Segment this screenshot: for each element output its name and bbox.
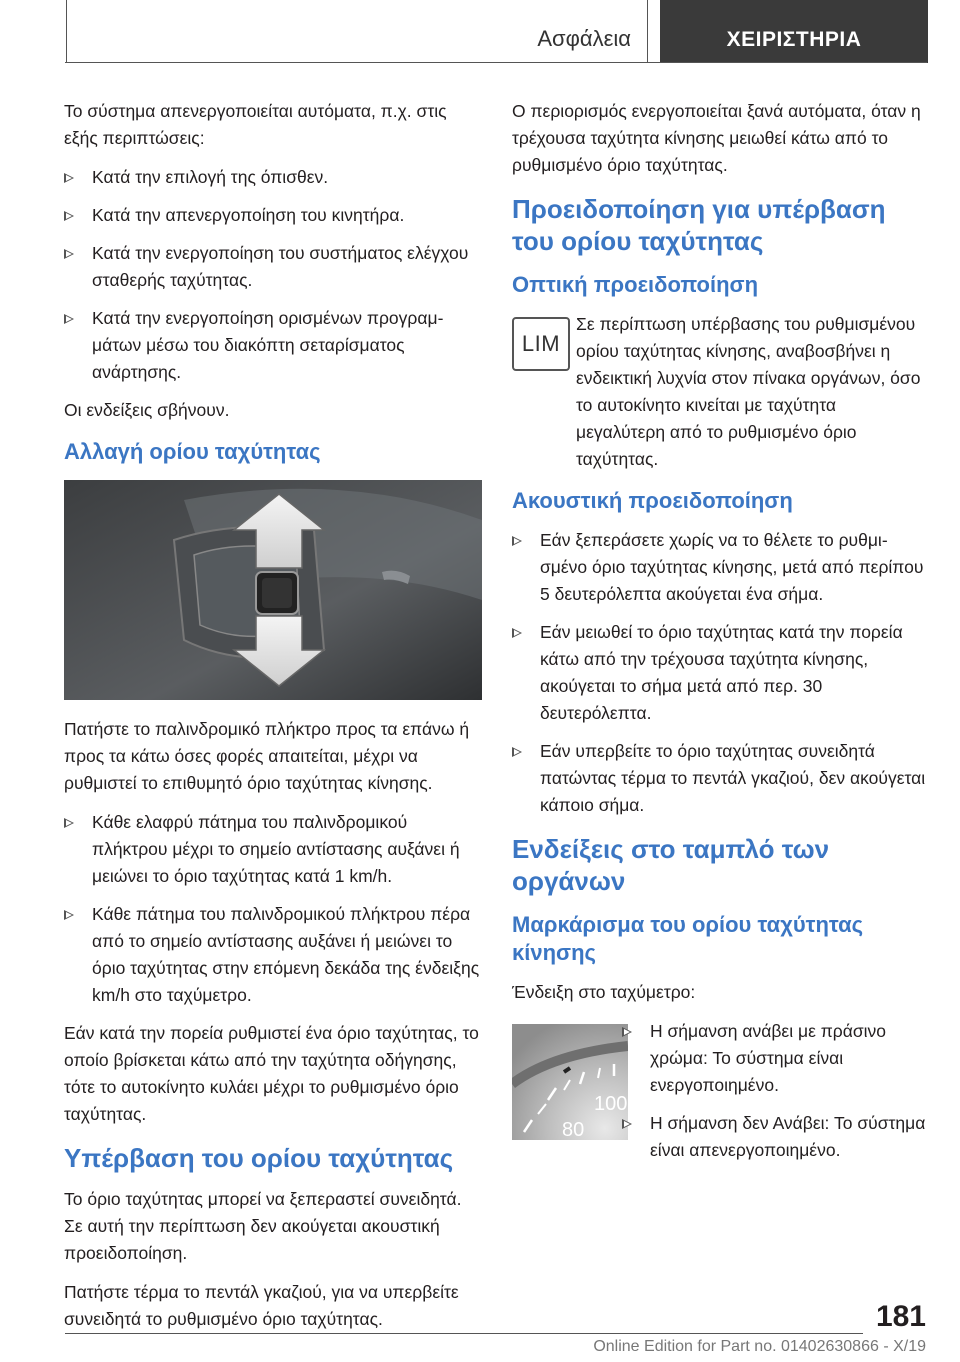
acoustic-warning-heading: Ακουστική προειδοποίηση xyxy=(512,488,793,513)
change-limit-instruction: Πατήστε το παλινδρομικό πλήκτρο προς τα επάνω ή προς τα κάτω όσες φορές απαιτείται, μέχρι να ρυθμιστεί το επιθυμητό όριο ταχύτητας κίνησης. xyxy=(64,719,470,793)
reactivation-text: Ο περιορισμός ενεργοποιείται ξανά αυτόματα, όταν η τρέχουσα ταχύτητα κίνησης μειωθεί κάτω από το ρυθμισμένο όριο ταχύτητας. xyxy=(512,101,921,175)
list-item: Εάν ξεπεράσετε χωρίς να το θέλετε το ρυθμισμένο όριο ταχύτητας κίνησης, μετά από περίπου 5 δευτερόλεπτα ακούγεται ένα σήμα. xyxy=(512,527,928,608)
bullet-triangle-icon xyxy=(64,211,74,221)
bullet-triangle-icon xyxy=(64,314,74,324)
bullet-triangle-icon xyxy=(64,173,74,183)
bullet-triangle-icon xyxy=(622,1119,632,1129)
visual-warning-block xyxy=(512,311,928,473)
speed-warning-heading: Προειδοποίηση για υπέρβαση του ορίου ταχύτητας xyxy=(512,194,886,256)
exceed-limit-text-2: Πατήστε τέρμα το πεντάλ γκαζιού, για να υπερβείτε συνειδητά το ρυθμισμένο όριο ταχύτητας. xyxy=(64,1282,459,1329)
list-item: Εάν υπερβείτε το όριο ταχύτητας συνειδητά πατώντας τέρμα το πεντάλ γκαζιού, δεν ακούγεται κάποιο σήμα. xyxy=(512,738,928,819)
bullet-triangle-icon xyxy=(64,249,74,259)
steering-wheel-rocker-image xyxy=(64,480,482,700)
running-header-section: Ασφάλεια xyxy=(537,26,631,51)
bullet-triangle-icon xyxy=(64,818,74,828)
list-item: Η σήμανση ανάβει με πράσινο χρώμα: Το σύστημα είναι ενεργοποιημένο. xyxy=(622,1018,928,1099)
list-item: Κατά την επιλογή της όπισθεν. xyxy=(64,164,482,191)
visual-warning-text: Σε περίπτωση υπέρβασης του ρυθμισμένου ορίου ταχύτητας κίνησης, αναβοσβήνει η ενδεικτική λυχνία στον πίνακα οργάνων, όσο το αυτοκίνητο κινείται με ταχύτητα μεγαλύτερη από το ρυθμισμένο όριο ταχύτητας. xyxy=(576,314,921,469)
tacho-label-80: 80 xyxy=(562,1119,585,1140)
right-column xyxy=(512,98,928,1175)
header-divider xyxy=(65,62,927,63)
bullet-triangle-icon xyxy=(512,628,522,638)
change-limit-heading: Αλλαγή ορίου ταχύτητας xyxy=(64,439,321,464)
running-header-chapter-tab: ΧΕΙΡΙΣΤΗΡΙΑ xyxy=(660,0,928,63)
bullet-triangle-icon xyxy=(64,910,74,920)
left-column xyxy=(64,98,482,1345)
page-number: 181 xyxy=(875,1300,926,1333)
speedometer-block xyxy=(512,1018,928,1164)
speedometer-marking-list xyxy=(622,1018,928,1164)
cluster-indications-heading: Ενδείξεις στο ταμπλό των οργάνων xyxy=(512,834,830,896)
footer-divider xyxy=(65,1333,863,1334)
bullet-triangle-icon xyxy=(622,1027,632,1037)
exceed-limit-heading: Υπέρβαση του ορίου ταχύτητας xyxy=(64,1143,454,1173)
list-item: Κατά την ενεργοποίηση του συστήματος ελέγχου σταθερής ταχύτητας. xyxy=(64,240,482,294)
speedometer-label: Ένδειξη στο ταχύμετρο: xyxy=(512,982,696,1002)
tacho-label-100: 100 xyxy=(594,1093,628,1115)
change-limit-list xyxy=(64,809,482,1009)
auto-deactivate-intro: Το σύστημα απενεργοποιείται αυτόματα, π.χ. στις εξής περιπτώσεις: xyxy=(64,101,447,148)
bullet-triangle-icon xyxy=(512,747,522,757)
list-item: Κάθε ελαφρύ πάτημα του παλινδρομικού πλήκτρου μέχρι το σημείο αντίστασης αυξάνει ή μειώνει το όριο ταχύτητας κατά 1 km/h. xyxy=(64,809,482,890)
indicators-off-text: Οι ενδείξεις σβήνουν. xyxy=(64,400,230,420)
speed-limit-marking-heading: Μαρκάρισμα του ορίου ταχύτητας κίνησης xyxy=(512,912,864,965)
online-edition-footer: Online Edition for Part no. 01402630866 - X/19 xyxy=(593,1338,926,1355)
visual-warning-heading: Οπτική προειδοποίηση xyxy=(512,272,759,297)
exceed-limit-text-1: Το όριο ταχύτητας μπορεί να ξεπεραστεί συνειδητά. Σε αυτή την περίπτωση δεν ακούγεται ακουστική προειδοποίηση. xyxy=(64,1189,462,1263)
list-item: Εάν μειωθεί το όριο ταχύτητας κατά την πορεία κάτω από την τρέχουσα ταχύτητα κίνησης, ακούγεται το σήμα μετά από περ. 30 δευτερόλεπτα. xyxy=(512,619,928,727)
running-header-section-box xyxy=(66,0,648,63)
acoustic-warning-list xyxy=(512,527,928,819)
lim-indicator-icon: LIM xyxy=(512,317,570,371)
bullet-triangle-icon xyxy=(512,536,522,546)
list-item: Κατά την απενεργοποίηση του κινητήρα. xyxy=(64,202,482,229)
change-limit-note: Εάν κατά την πορεία ρυθμιστεί ένα όριο ταχύτητας, το οποίο βρίσκεται κάτω από την ταχύτητα οδήγησης, τότε το αυτοκίνητο κυλάει μέχρι το ρυθμισμένο όριο ταχύτητας. xyxy=(64,1023,479,1124)
deactivation-cases-list xyxy=(64,164,482,386)
list-item: Κάθε πάτημα του παλινδρομικού πλήκτρου πέρα από το σημείο αντίστασης αυξάνει ή μειώνει το όριο ταχύτητας στην επόμενη δεκάδα της ένδειξης km/h στο ταχύμετρο. xyxy=(64,901,482,1009)
list-item: Η σήμανση δεν Ανάβει: Το σύστημα είναι απενεργοποιημένο. xyxy=(622,1110,928,1164)
list-item: Κατά την ενεργοποίηση ορισμένων προγραμμάτων μέσω του διακόπτη σεταρίσματος ανάρτησης. xyxy=(64,305,482,386)
speedometer-marking-image xyxy=(512,1024,628,1140)
